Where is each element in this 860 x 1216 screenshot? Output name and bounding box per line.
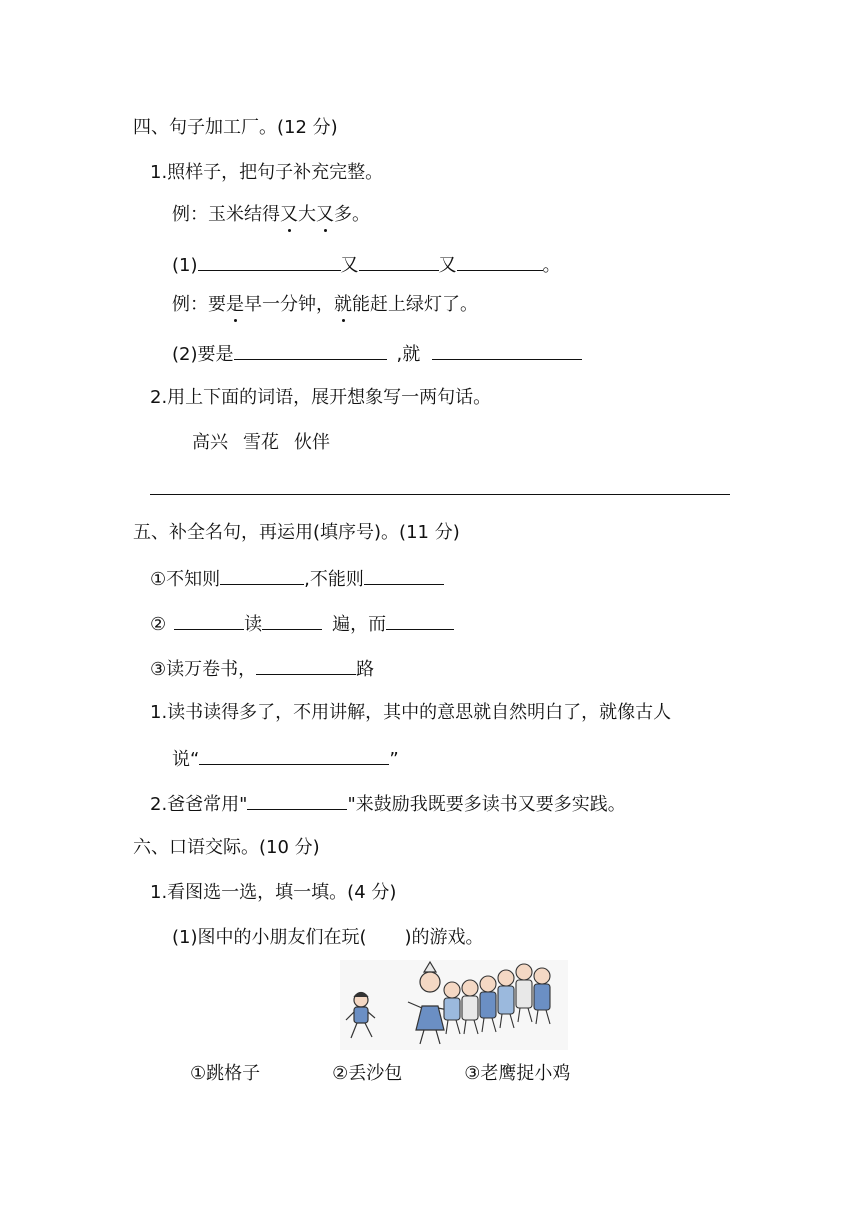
s5-q1-line2 [172,746,399,772]
blank-field[interactable] [247,791,347,810]
quote-open: 说“ [172,749,200,770]
s6-q1-instruction: 1.看图选一选，填一填。(4 分) [150,882,397,903]
quote-1 [150,566,444,592]
fill-item-2 [172,341,582,367]
connector-text: 又 [438,255,457,276]
section-4-heading: 四、句子加工厂。(12 分) [133,117,338,138]
connector-text: ,就 [396,344,421,365]
question-text: (1)图中的小朋友们在玩( [172,927,367,948]
illustration-svg [340,960,568,1050]
fill-item-1 [172,252,561,278]
blank-field[interactable] [386,611,454,630]
blank-field[interactable] [220,566,304,585]
blank-field[interactable] [432,341,582,360]
word-list [192,431,330,455]
example-1-text: 例：玉米结得 [172,204,280,225]
blank-field[interactable] [256,656,356,675]
question-text: )的游戏。 [404,927,484,948]
quote-3 [150,656,374,682]
q1-instruction: 1.照样子，把句子补充完整。 [150,162,384,183]
blank-field[interactable] [262,611,322,630]
blank-field[interactable] [457,252,543,271]
section-5-heading: 五、补全名句，再运用(填序号)。(11 分) [133,522,460,543]
quote-text: 2.爸爸常用" [150,794,248,815]
q2-instruction: 2.用上下面的词语，展开想象写一两句话。 [150,387,492,408]
blank-field[interactable] [364,566,444,585]
item-label: (2)要是 [172,344,234,365]
item-number: (1) [172,255,198,276]
s5-q1-line1: 1.读书读得多了，不用讲解，其中的意思就自然明白了，就像古人 [150,702,672,723]
emphasis-you-2: 又 [316,204,334,225]
word-item: 雪花 [243,432,279,453]
quote-text: 路 [356,659,375,680]
emphasis-you-1: 又 [280,204,298,225]
connector-text: 又 [340,255,359,276]
quote-text: ③读万卷书， [150,659,257,680]
blank-field[interactable] [234,341,387,360]
example-1 [172,203,370,227]
quote-text: ①不知则 [150,569,221,590]
blank-field[interactable] [198,252,341,271]
quote-close: ” [389,749,399,770]
option-1[interactable]: ①跳格子 [190,1063,261,1084]
options-row [190,1062,570,1086]
option-2[interactable]: ②丢沙包 [332,1063,403,1084]
example-1-text: 多。 [334,204,370,225]
section-6-heading: 六、口语交际。(10 分) [133,837,320,858]
blank-field[interactable] [174,611,244,630]
children-playing-illustration [340,960,568,1050]
example-2-text: 例：要 [172,294,226,315]
emphasis-shi: 是 [226,294,244,315]
option-3[interactable]: ③老鹰捉小鸡 [464,1063,571,1084]
blank-field[interactable] [359,252,439,271]
example-2-text: 早一分钟， [244,294,334,315]
quote-2 [150,611,454,637]
quote-text: 遍，而 [332,614,387,635]
s5-q2 [150,791,626,817]
s6-item-1 [172,926,484,950]
quote-text: ② [150,614,167,635]
blank-field[interactable] [199,746,389,765]
quote-text: ,不能则 [304,569,364,590]
emphasis-jiu: 就 [334,294,352,315]
example-2-text: 能赶上绿灯了。 [352,294,478,315]
word-item: 伙伴 [294,432,330,453]
example-2 [172,293,478,317]
writing-answer-line[interactable] [150,494,730,495]
quote-text: 读 [244,614,263,635]
word-item: 高兴 [192,432,228,453]
quote-text: "来鼓励我既要多读书又要多实践。 [347,794,626,815]
example-1-text: 大 [298,204,316,225]
end-punct: 。 [542,255,561,276]
